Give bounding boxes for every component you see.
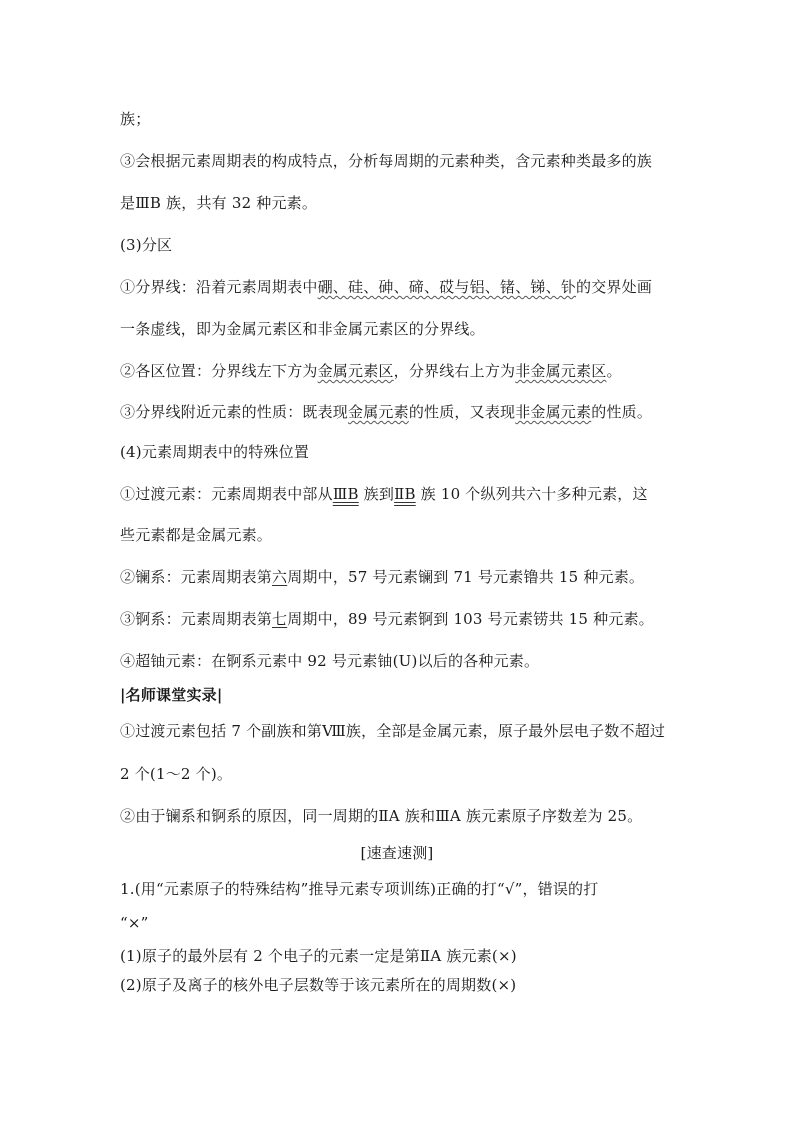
section-label [120, 684, 674, 706]
text-span: 的性质。 [591, 403, 653, 421]
text-span: ③锕系：元素周期表第 [120, 610, 273, 628]
text-span: ，分界线右上方为 [393, 362, 516, 380]
underlined-text: 金属元素 [348, 403, 409, 421]
text-span: 族到 [358, 485, 395, 503]
text-line [120, 150, 674, 172]
text-line [120, 276, 674, 298]
text-line [120, 650, 674, 672]
text-span: (4)元素周期表中的特殊位置 [120, 443, 310, 461]
text-span: |名师课堂实录| [120, 686, 223, 704]
text-line [120, 360, 674, 382]
text-span: (1)原子的最外层有 2 个电子的元素一定是第ⅡA 族元素(×) [120, 947, 517, 965]
text-span: ③分界线附近元素的性质：既表现 [120, 403, 349, 421]
question-item [120, 974, 674, 996]
text-span: 些元素都是金属元素。 [120, 526, 273, 544]
text-line [120, 483, 674, 505]
text-line [120, 318, 674, 340]
underlined-text: 非金属元素区 [515, 362, 607, 380]
text-span: 1.(用“元素原子的特殊结构”推导元素专项训练)正确的打“√”，错误的打 [120, 880, 599, 898]
text-line [120, 192, 674, 214]
text-line [120, 108, 674, 130]
text-span: “×” [120, 914, 149, 932]
text-line [120, 608, 674, 630]
section-title [120, 842, 674, 864]
question-text [120, 912, 674, 934]
text-span: ③会根据元素周期表的构成特点，分析每周期的元素种类，含元素种类最多的族 [120, 152, 653, 170]
text-span: ②由于镧系和锕系的原因，同一周期的ⅡA 族和ⅢA 族元素原子序数差为 25。 [120, 807, 643, 825]
text-span: 周期中，57 号元素镧到 71 号元素镥共 15 种元素。 [287, 568, 645, 586]
underlined-text: 七 [272, 610, 288, 628]
text-line [120, 805, 674, 827]
text-span: ①过渡元素包括 7 个副族和第Ⅷ族，全部是金属元素，原子最外层电子数不超过 [120, 722, 666, 740]
text-span: 一条虚线，即为金属元素区和非金属元素区的分界线。 [120, 320, 485, 338]
text-span: ①分界线：沿着元素周期表中 [120, 278, 318, 296]
text-span: 族 10 个纵列共六十多种元素，这 [415, 485, 648, 503]
underlined-text: 硼、硅、砷、碲、砹与铝、锗、锑、钋 [317, 278, 577, 296]
underlined-text: 六 [272, 568, 288, 586]
text-line [120, 763, 674, 785]
question-text [120, 878, 674, 900]
text-span: 的性质，又表现 [408, 403, 516, 421]
text-line [120, 566, 674, 588]
text-line [120, 524, 674, 546]
text-span: ②镧系：元素周期表第 [120, 568, 273, 586]
underlined-text: 非金属元素 [515, 403, 592, 421]
text-span: [速查速测] [360, 844, 434, 862]
text-span: 的交界处画 [576, 278, 653, 296]
text-span: ①过渡元素：元素周期表中部从 [120, 485, 333, 503]
text-span: (3)分区 [120, 236, 173, 254]
section-heading [120, 441, 674, 463]
underlined-text: ⅢB [332, 485, 359, 503]
text-span: ②各区位置：分界线左下方为 [120, 362, 318, 380]
text-line [120, 720, 674, 742]
text-span: 2 个(1～2 个)。 [120, 765, 233, 783]
text-span: 。 [606, 362, 622, 380]
question-item [120, 945, 674, 967]
text-line [120, 401, 674, 423]
text-span: 周期中，89 号元素锕到 103 号元素铹共 15 种元素。 [287, 610, 654, 628]
underlined-text: ⅡB [394, 485, 416, 503]
text-span: 族； [120, 110, 151, 128]
text-span: 是ⅢB 族，共有 32 种元素。 [120, 194, 318, 212]
text-span: ④超铀元素：在锕系元素中 92 号元素铀(U)以后的各种元素。 [120, 652, 540, 670]
text-span: (2)原子及离子的核外电子层数等于该元素所在的周期数(×) [120, 976, 517, 994]
underlined-text: 金属元素区 [317, 362, 394, 380]
section-heading [120, 234, 674, 256]
